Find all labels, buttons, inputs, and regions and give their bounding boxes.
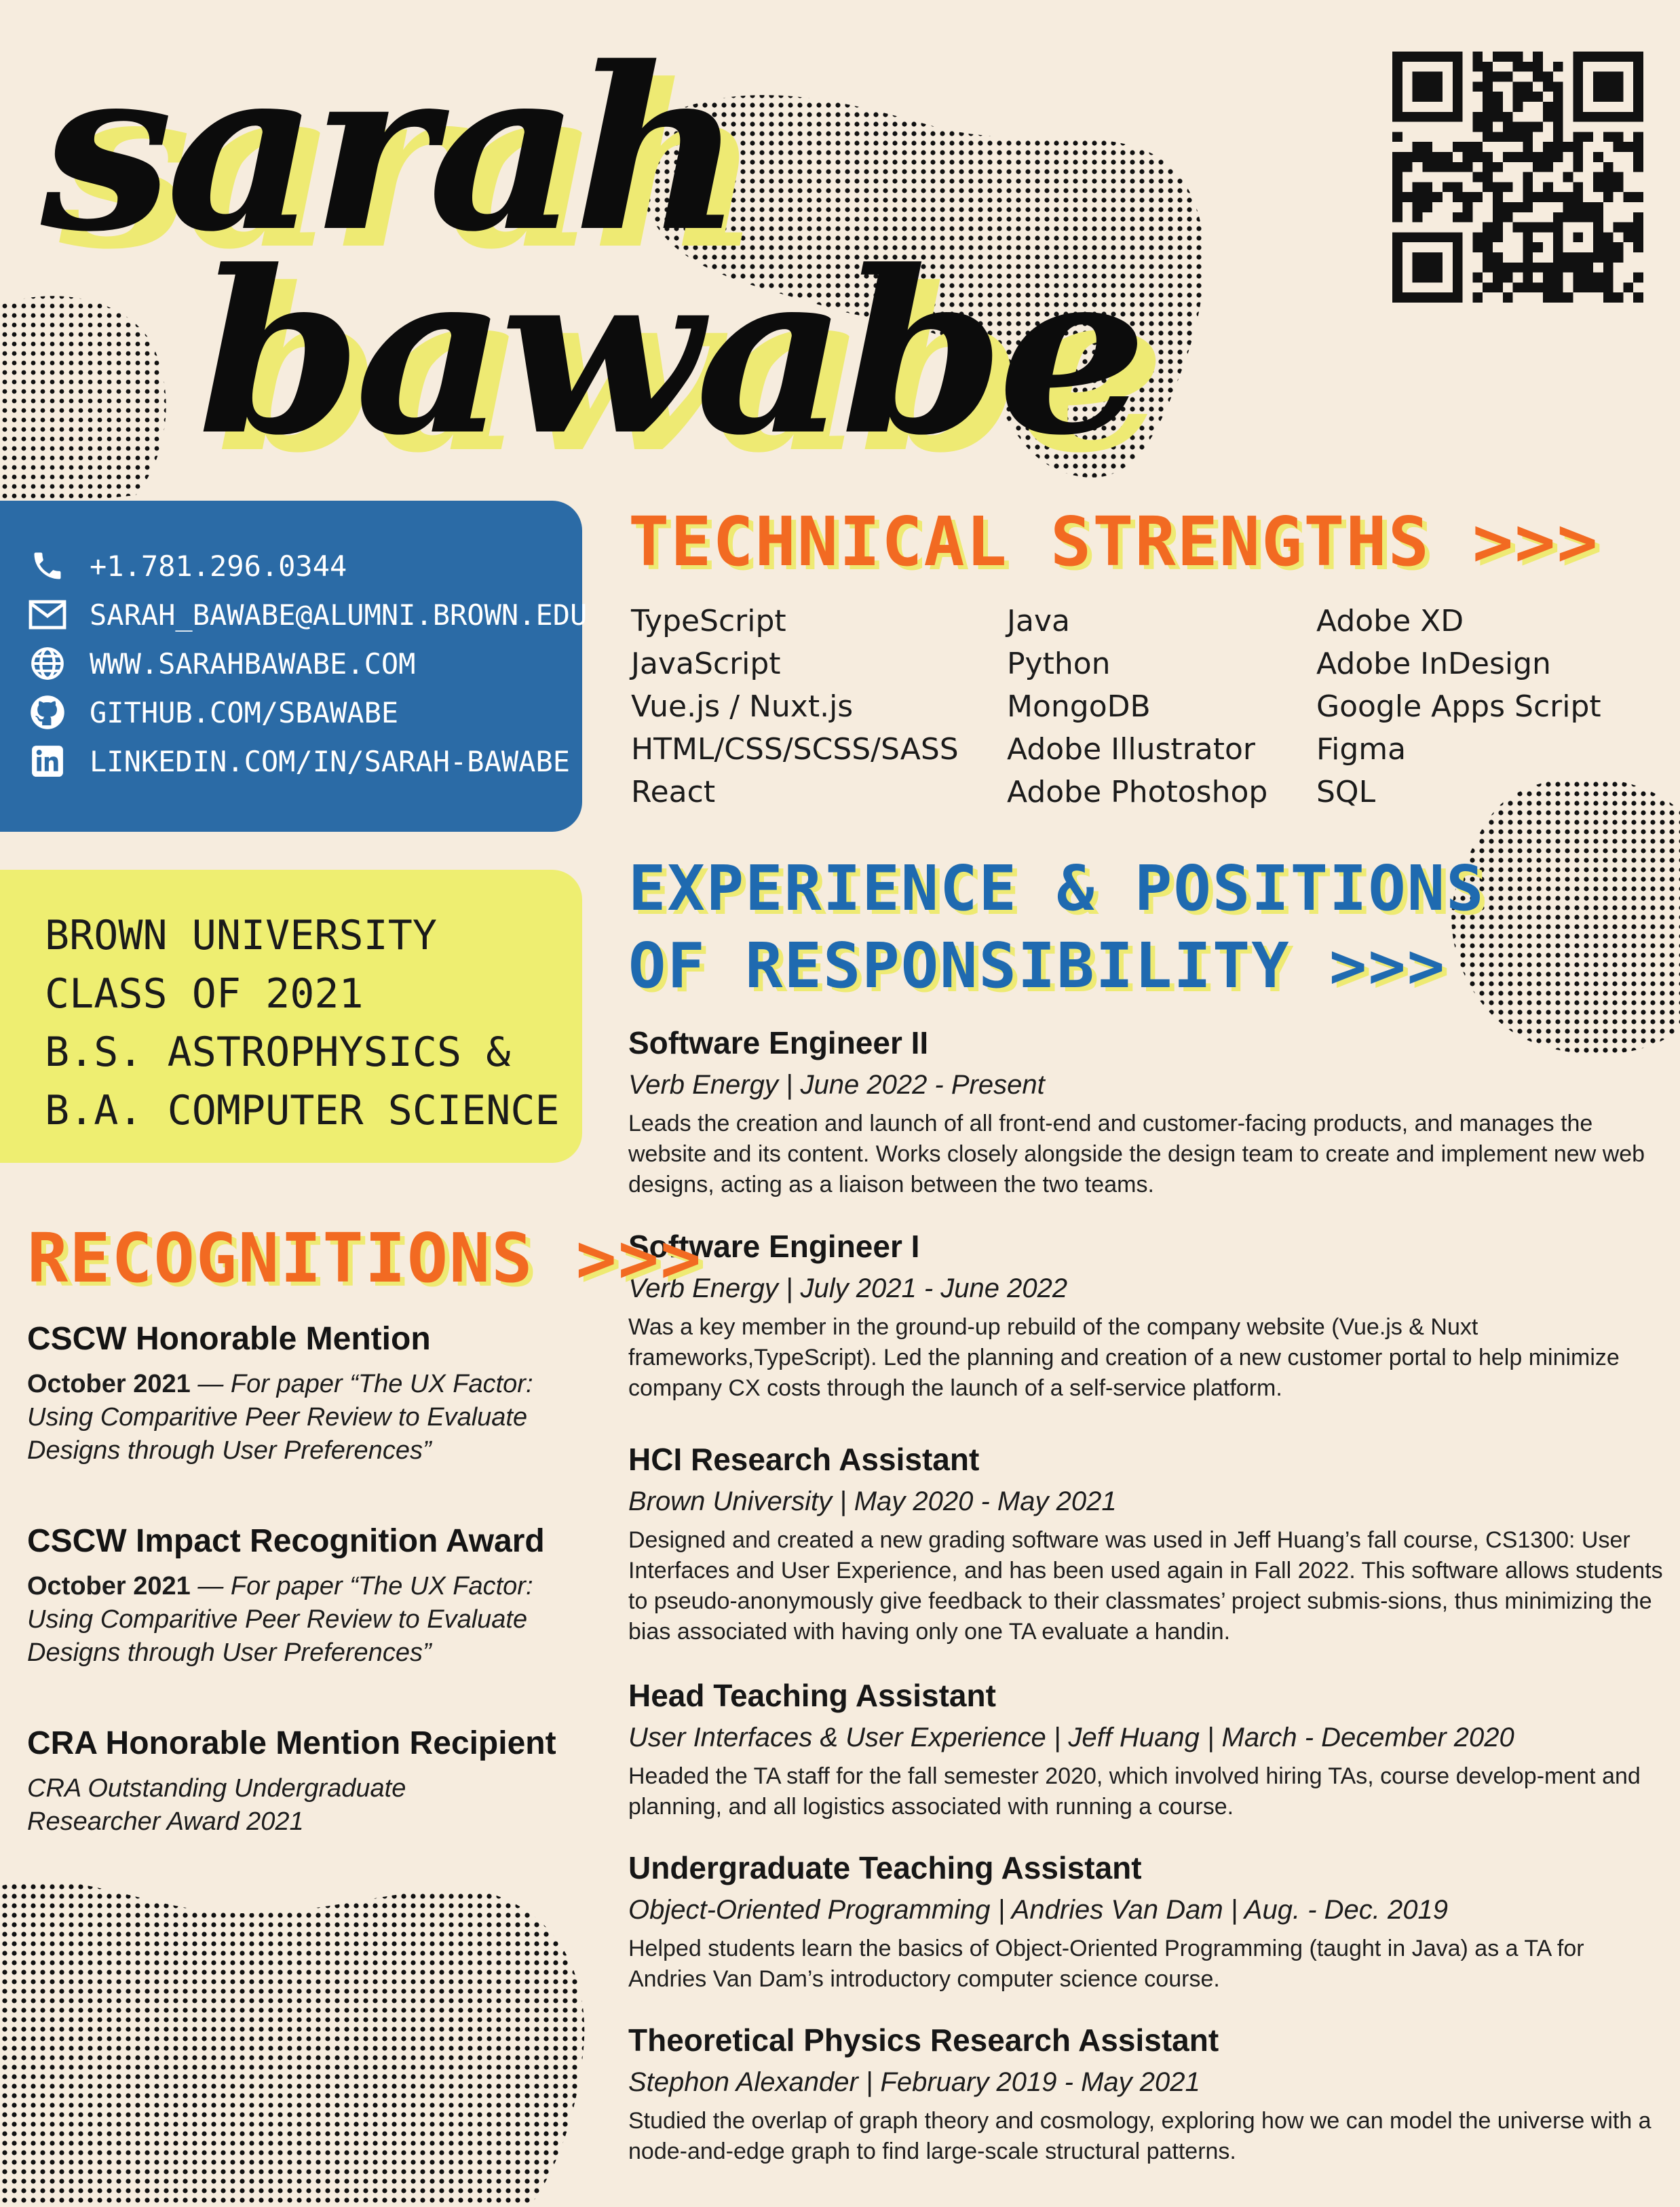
last-name: bawabe — [197, 221, 1141, 484]
experience-heading-line1: EXPERIENCE & POSITIONS — [628, 852, 1485, 925]
halftone-blob-bottom — [0, 1873, 611, 2207]
contact-website-text: WWW.SARAHBAWABE.COM — [90, 647, 416, 680]
linkedin-icon — [27, 741, 68, 782]
contact-website[interactable] — [27, 643, 415, 684]
skill-item: JavaScript — [631, 647, 781, 681]
contact-email[interactable] — [27, 594, 587, 635]
job-description: Was a key member in the ground-up rebuild of the company website (Vue.js & Nuxt frameworks,TypeScript). Led the planning and creation of a new customer portal to help minimize company CX costs through the launch of a self-service platform. — [628, 1314, 1620, 1401]
recognitions-heading: RECOGNITIONS >>> — [27, 1218, 703, 1298]
job-meta: User Interfaces & User Experience | Jeff Huang | March - December 2020 — [628, 1723, 1514, 1752]
experience-heading-line2: OF RESPONSIBILITY >>> — [628, 929, 1447, 1002]
contact-linkedin[interactable] — [27, 741, 570, 782]
education-class: CLASS OF 2021 — [45, 970, 364, 1018]
contact-phone[interactable] — [27, 545, 347, 586]
contact-email-text: SARAH_BAWABE@ALUMNI.BROWN.EDU — [90, 598, 588, 632]
education-box — [0, 870, 582, 1163]
skill-item: TypeScript — [631, 604, 786, 638]
job-title: Software Engineer II — [628, 1025, 929, 1060]
recognition-title: CRA Honorable Mention Recipient — [27, 1725, 556, 1761]
job-meta: Verb Energy | July 2021 - June 2022 — [628, 1273, 1068, 1303]
phone-icon — [27, 545, 68, 586]
skill-item: Vue.js / Nuxt.js — [631, 689, 854, 724]
job-description: Designed and created a new grading software was used in Jeff Huang’s fall course, CS1300: User Interfaces and User Experience, and has been used again in Fall 2022. This software allows students to pseudo-anonymously give feedback to their classmates’ project submis-sions, thus minimizing the bias associated with having only one TA evaluate a handin. — [628, 1527, 1663, 1645]
education-degree-2: B.A. COMPUTER SCIENCE — [45, 1087, 560, 1134]
recognition-note: — For paper “The UX Factor: Using Comparitive Peer Review to Evaluate Designs through User Preferences” — [27, 1572, 533, 1667]
job-meta: Stephon Alexander | February 2019 - May 2021 — [628, 2067, 1200, 2097]
contact-linkedin-text: LINKEDIN.COM/IN/SARAH-BAWABE — [90, 744, 571, 778]
name-title — [41, 18, 1141, 484]
recognition-title: CSCW Impact Recognition Award — [27, 1523, 545, 1559]
skill-item: Adobe Illustrator — [1007, 732, 1255, 767]
skill-item: Adobe XD — [1316, 604, 1464, 638]
github-icon — [27, 692, 68, 733]
job-title: Theoretical Physics Research Assistant — [628, 2022, 1219, 2058]
job-title: Head Teaching Assistant — [628, 1678, 996, 1713]
recognition-date: October 2021 — [27, 1572, 191, 1600]
contact-github-text: GITHUB.COM/SBAWABE — [90, 695, 399, 729]
job-description: Leads the creation and launch of all front-end and customer-facing products, and manages the website and its content. Works closely alongside the design team to create and implement new web designs, acting as a liaison between the two teams. — [628, 1111, 1645, 1197]
skill-item: Google Apps Script — [1316, 689, 1601, 724]
job-title: HCI Research Assistant — [628, 1442, 980, 1477]
technical-strengths-heading: TECHNICAL STRENGTHS >>> — [628, 502, 1599, 581]
job-title: Undergraduate Teaching Assistant — [628, 1850, 1142, 1885]
contact-github[interactable] — [27, 692, 398, 733]
skill-item: MongoDB — [1007, 689, 1151, 724]
globe-icon — [27, 643, 68, 684]
contact-box — [0, 501, 588, 832]
contact-phone-text: +1.781.296.0344 — [90, 549, 347, 583]
skill-item: Adobe InDesign — [1316, 647, 1551, 681]
recognition-note: — For paper “The UX Factor: Using Comparitive Peer Review to Evaluate Designs through User Preferences” — [27, 1370, 533, 1465]
skill-item: React — [631, 775, 716, 809]
job-description: Helped students learn the basics of Object-Oriented Programming (taught in Java) as a TA for Andries Van Dam’s introductory computer science course. — [628, 1936, 1584, 1992]
first-name: sarah — [41, 18, 738, 281]
recognition-description: CRA Outstanding Undergraduate Researcher Award 2021 — [27, 1774, 406, 1836]
skill-item: SQL — [1316, 775, 1376, 809]
qr-code — [1392, 52, 1643, 303]
recognition-date: October 2021 — [27, 1370, 191, 1398]
job-meta: Verb Energy | June 2022 - Present — [628, 1070, 1045, 1100]
job-meta: Brown University | May 2020 - May 2021 — [628, 1486, 1117, 1516]
education-degree-1: B.S. ASTROPHYSICS & — [45, 1029, 511, 1076]
education-school: BROWN UNIVERSITY — [45, 912, 437, 959]
skill-item: HTML/CSS/SCSS/SASS — [631, 732, 959, 767]
job-description: Studied the overlap of graph theory and cosmology, exploring how we can model the universe with a node-and-edge graph to find large-scale structural patterns. — [628, 2108, 1652, 2164]
mail-icon — [27, 594, 68, 635]
skill-item: Figma — [1316, 732, 1407, 767]
recognition-title: CSCW Honorable Mention — [27, 1321, 431, 1357]
skill-item: Adobe Photoshop — [1007, 775, 1268, 809]
job-meta: Object-Oriented Programming | Andries Van Dam | Aug. - Dec. 2019 — [628, 1895, 1448, 1925]
recognition-detail — [27, 1570, 570, 1670]
job-description: Headed the TA staff for the fall semester 2020, which involved hiring TAs, course develop-ment and planning, and all logistics associated with running a course. — [628, 1763, 1641, 1820]
recognition-detail — [27, 1368, 570, 1467]
job-title: Software Engineer I — [628, 1229, 920, 1264]
skill-item: Java — [1007, 604, 1070, 638]
skill-item: Python — [1007, 647, 1111, 681]
